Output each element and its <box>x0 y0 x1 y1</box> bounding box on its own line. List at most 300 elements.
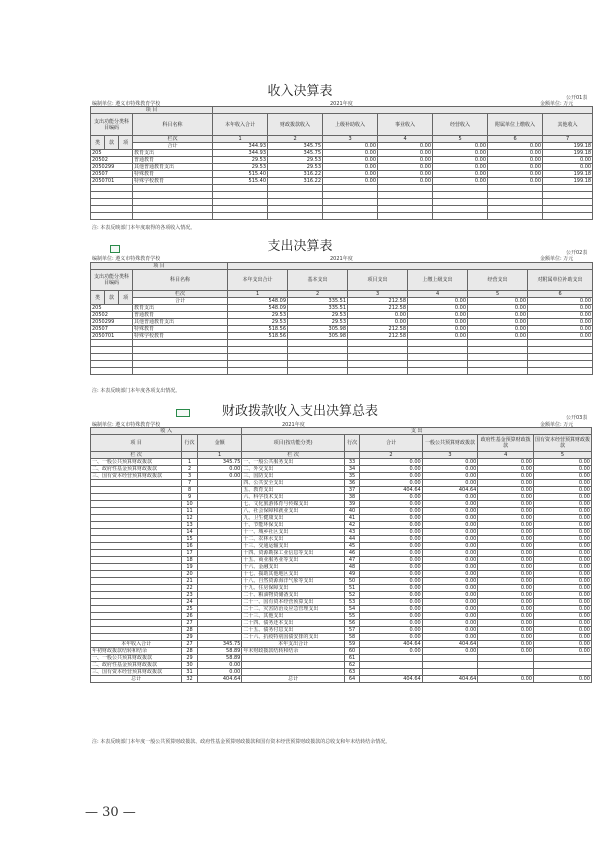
income-amount: 0.00 <box>197 669 242 676</box>
expense-table <box>90 262 593 375</box>
value-cell: 0.00 <box>478 557 534 564</box>
header-soe-budget: 国有资本经营预算财政拨款 <box>534 435 592 452</box>
empty-cell <box>348 368 408 375</box>
empty-cell <box>91 550 182 557</box>
expense-item: 九、卫生健康支出 <box>242 515 344 522</box>
value-cell: 0.00 <box>478 606 534 613</box>
subject-code: 205 <box>91 150 133 157</box>
income-line: 25 <box>182 606 198 613</box>
income-amount: 345.75 <box>197 459 242 466</box>
value-cell <box>534 662 592 669</box>
value-cell: 0.00 <box>478 480 534 487</box>
empty-cell <box>323 185 378 192</box>
empty-cell <box>197 606 242 613</box>
subject-name: 特殊学校教育 <box>133 333 228 340</box>
value-cell: 404.64 <box>422 641 478 648</box>
empty-cell <box>91 585 182 592</box>
value-cell: 305.98 <box>288 326 348 333</box>
empty-row <box>91 347 593 354</box>
empty-cell <box>133 185 213 192</box>
income-line: 17 <box>182 550 198 557</box>
empty-cell <box>433 185 488 192</box>
value-cell: 0.00 <box>348 312 408 319</box>
header-col-3: 上级补助收入 <box>323 114 378 136</box>
value-cell: 0.00 <box>534 620 592 627</box>
empty-cell <box>197 487 242 494</box>
empty-cell <box>323 206 378 213</box>
income-line: 15 <box>182 536 198 543</box>
subject-name: 普通教育 <box>133 157 213 164</box>
value-cell: 0.00 <box>534 515 592 522</box>
value-cell: 0.00 <box>528 319 593 326</box>
value-cell: 0.00 <box>360 578 422 585</box>
empty-cell <box>323 213 378 220</box>
income-line: 9 <box>182 494 198 501</box>
value-cell: 0.00 <box>478 564 534 571</box>
expense-line: 57 <box>344 627 360 634</box>
value-cell <box>478 662 534 669</box>
value-cell: 0.00 <box>422 606 478 613</box>
empty-cell <box>197 508 242 515</box>
value-cell: 0.00 <box>422 564 478 571</box>
value-cell: 0.00 <box>433 178 488 185</box>
income-line: 27 <box>182 641 198 648</box>
header-item: 项 目 <box>91 435 182 452</box>
empty-cell <box>197 599 242 606</box>
expense-line: 54 <box>344 606 360 613</box>
empty-cell <box>528 368 593 375</box>
header-xiang: 项 <box>119 291 133 305</box>
value-cell: 518.56 <box>228 326 288 333</box>
empty-cell <box>91 592 182 599</box>
value-cell: 0.00 <box>478 571 534 578</box>
empty-cell <box>543 192 593 199</box>
value-cell: 0.00 <box>408 326 468 333</box>
empty-cell <box>213 192 268 199</box>
empty-cell <box>91 529 182 536</box>
empty-cell <box>91 543 182 550</box>
subject-code: 2050701 <box>91 333 133 340</box>
empty-cell <box>228 347 288 354</box>
expense-item: 十、节能环保支出 <box>242 522 344 529</box>
header-income: 收 入 <box>91 428 242 435</box>
empty-cell <box>91 340 133 347</box>
value-cell: 0.00 <box>488 178 543 185</box>
col-num: 3 <box>323 136 378 143</box>
value-cell: 0.00 <box>534 571 592 578</box>
subject-code: 2050299 <box>91 319 133 326</box>
income-line: 11 <box>182 508 198 515</box>
value-cell: 0.00 <box>478 543 534 550</box>
value-cell: 29.53 <box>268 157 323 164</box>
expense-item: 二十五、债务付息支出 <box>242 627 344 634</box>
value-cell: 0.00 <box>360 585 422 592</box>
value-cell <box>534 669 592 676</box>
value-cell: 0.00 <box>422 571 478 578</box>
value-cell: 0.00 <box>378 150 433 157</box>
expense-item: 八、社会保障和就业支出 <box>242 508 344 515</box>
expense-line: 34 <box>344 466 360 473</box>
empty-cell <box>433 213 488 220</box>
header-col-4: 事业收入 <box>378 114 433 136</box>
value-cell: 0.00 <box>360 571 422 578</box>
income-item: 一、一般公共预算财政拨款 <box>91 459 182 466</box>
header-codes: 支出功能分类科目编码 <box>91 270 133 291</box>
expense-line: 60 <box>344 648 360 655</box>
empty-cell <box>91 522 182 529</box>
value-cell: 404.64 <box>360 641 422 648</box>
empty-cell <box>197 501 242 508</box>
expense-line: 50 <box>344 578 360 585</box>
table-row <box>91 312 593 319</box>
income-line: 16 <box>182 543 198 550</box>
value-cell: 29.53 <box>228 312 288 319</box>
value-cell: 0.00 <box>534 613 592 620</box>
expense-line: 41 <box>344 515 360 522</box>
value-cell <box>422 669 478 676</box>
value-cell: 0.00 <box>422 515 478 522</box>
col-num: 4 <box>378 136 433 143</box>
value-cell: 212.58 <box>348 333 408 340</box>
income-line: 21 <box>182 578 198 585</box>
empty-cell <box>197 620 242 627</box>
value-cell: 0.00 <box>478 536 534 543</box>
value-cell: 0.00 <box>422 627 478 634</box>
expense-line: 39 <box>344 501 360 508</box>
value-cell: 335.51 <box>288 305 348 312</box>
value-cell: 0.00 <box>543 164 593 171</box>
form-number-3: 公开03表 <box>566 415 588 421</box>
value-cell: 0.00 <box>348 319 408 326</box>
value-cell: 0.00 <box>534 550 592 557</box>
table-row <box>91 178 593 185</box>
expense-item: 二十一、国有资本经营预算支出 <box>242 599 344 606</box>
grand-total-label: 总计 <box>242 676 344 683</box>
empty-cell <box>133 368 228 375</box>
value-cell: 0.00 <box>433 171 488 178</box>
total-cell: 0.00 <box>468 298 528 305</box>
value-cell: 0.00 <box>534 501 592 508</box>
grand-total-row <box>91 676 592 683</box>
value-cell: 0.00 <box>360 536 422 543</box>
expense-item: 十四、资源勘探工业信息等支出 <box>242 550 344 557</box>
header-col: 对附属单位补助支出 <box>528 270 593 291</box>
table-row <box>91 606 592 613</box>
value-cell: 316.22 <box>268 171 323 178</box>
value-cell: 404.64 <box>422 487 478 494</box>
value-cell: 0.00 <box>360 564 422 571</box>
income-line: 18 <box>182 557 198 564</box>
value-cell: 0.00 <box>478 676 534 683</box>
empty-cell <box>488 185 543 192</box>
value-cell: 0.00 <box>323 157 378 164</box>
empty-cell <box>91 627 182 634</box>
value-cell: 0.00 <box>360 466 422 473</box>
empty-cell <box>133 206 213 213</box>
value-cell <box>360 655 422 662</box>
value-cell: 29.53 <box>288 319 348 326</box>
value-cell: 0.00 <box>422 501 478 508</box>
income-total-label: 本年收入合计 <box>91 641 182 648</box>
empty-cell <box>197 571 242 578</box>
empty-cell <box>133 340 228 347</box>
value-cell: 0.00 <box>478 550 534 557</box>
value-cell: 0.00 <box>360 613 422 620</box>
value-cell: 0.00 <box>488 150 543 157</box>
value-cell: 0.00 <box>360 648 422 655</box>
total-label: 合计 <box>133 298 228 305</box>
table-row <box>91 599 592 606</box>
expense-item: 一、一般公共服务支出 <box>242 459 344 466</box>
header-lanci: 栏次 <box>133 291 228 298</box>
empty-cell <box>91 578 182 585</box>
empty-row <box>91 206 593 213</box>
table-row <box>91 522 592 529</box>
empty-cell <box>197 522 242 529</box>
empty-cell <box>197 543 242 550</box>
empty-row <box>91 340 593 347</box>
empty-cell <box>268 199 323 206</box>
empty-cell <box>91 206 133 213</box>
income-line: 29 <box>182 655 198 662</box>
empty-cell <box>197 557 242 564</box>
col-num: 2 <box>360 452 422 459</box>
value-cell: 344.93 <box>213 150 268 157</box>
income-line: 22 <box>182 585 198 592</box>
table-row <box>91 648 592 655</box>
value-cell: 0.00 <box>478 627 534 634</box>
table-row <box>91 305 593 312</box>
header-col-5: 经营收入 <box>433 114 488 136</box>
value-cell: 0.00 <box>534 599 592 606</box>
fiscal-note: 注: 本表反映部门本年度一般公共预算财政拨款、政府性基金预算财政拨款和国有资本经营预算财政拨款的总收支和年末结转结余情况。 <box>92 739 391 745</box>
table-row <box>91 550 592 557</box>
header-lanci: 栏 次 <box>242 452 344 459</box>
total-cell: 0.00 <box>433 143 488 150</box>
income-line: 20 <box>182 571 198 578</box>
income-line: 10 <box>182 501 198 508</box>
total-cell: 335.51 <box>288 298 348 305</box>
empty-cell <box>91 361 133 368</box>
expense-line: 37 <box>344 487 360 494</box>
expense-line: 43 <box>344 529 360 536</box>
income-table <box>90 106 593 220</box>
year-label-3: 2021年度 <box>282 422 305 428</box>
subject-name: 特殊教育 <box>133 326 228 333</box>
subject-code: 20507 <box>91 171 133 178</box>
value-cell: 0.00 <box>360 550 422 557</box>
value-cell: 0.00 <box>422 529 478 536</box>
expense-table-title: 支出决算表 <box>267 239 333 254</box>
header-total: 合计 <box>360 435 422 452</box>
value-cell: 0.00 <box>360 494 422 501</box>
expense-item: 三、国防支出 <box>242 473 344 480</box>
page-number: — 30 — <box>85 805 136 820</box>
value-cell: 0.00 <box>360 543 422 550</box>
table-row <box>91 459 592 466</box>
empty-cell <box>213 213 268 220</box>
value-cell: 0.00 <box>534 508 592 515</box>
expense-line: 62 <box>344 662 360 669</box>
empty-cell <box>468 361 528 368</box>
value-cell: 0.00 <box>323 178 378 185</box>
empty-row <box>91 192 593 199</box>
empty-cell <box>468 368 528 375</box>
empty-cell <box>288 368 348 375</box>
value-cell: 0.00 <box>360 634 422 641</box>
empty-cell <box>408 361 468 368</box>
subject-code: 2050299 <box>91 164 133 171</box>
income-amount: 0.00 <box>197 473 242 480</box>
value-cell: 0.00 <box>408 312 468 319</box>
empty-cell <box>228 340 288 347</box>
empty-cell <box>528 361 593 368</box>
value-cell: 0.00 <box>422 592 478 599</box>
empty-cell <box>378 185 433 192</box>
col-num: 2 <box>288 291 348 298</box>
value-cell: 0.00 <box>478 515 534 522</box>
empty-cell <box>408 354 468 361</box>
header-line: 行次 <box>182 435 198 452</box>
value-cell: 0.00 <box>478 473 534 480</box>
table-row <box>91 669 592 676</box>
empty-cell <box>133 361 228 368</box>
money-unit-1: 金额单位: 万元 <box>540 101 574 107</box>
income-amount: 58.89 <box>197 648 242 655</box>
empty-cell <box>133 213 213 220</box>
table-row <box>91 662 592 669</box>
table-row <box>91 634 592 641</box>
empty-cell <box>91 192 133 199</box>
expense-line: 35 <box>344 473 360 480</box>
empty-cell <box>91 620 182 627</box>
value-cell: 0.00 <box>422 480 478 487</box>
value-cell: 0.00 <box>478 508 534 515</box>
empty-cell <box>323 192 378 199</box>
income-table-title: 收入决算表 <box>267 84 333 99</box>
col-num: 3 <box>348 291 408 298</box>
expense-item: 十六、金融支出 <box>242 564 344 571</box>
value-cell: 0.00 <box>422 634 478 641</box>
table-row <box>91 164 593 171</box>
income-total-amount: 345.75 <box>197 641 242 648</box>
income-amount: 0.00 <box>197 662 242 669</box>
expense-line: 42 <box>344 522 360 529</box>
empty-cell <box>543 213 593 220</box>
empty-cell <box>197 515 242 522</box>
value-cell: 0.00 <box>478 620 534 627</box>
value-cell: 316.22 <box>268 178 323 185</box>
income-item: 一、一般公共预算财政拨款 <box>91 655 182 662</box>
value-cell: 0.00 <box>534 522 592 529</box>
total-cell: 548.09 <box>228 298 288 305</box>
income-amount: 0.00 <box>197 466 242 473</box>
expense-line: 49 <box>344 571 360 578</box>
header-lei: 类 <box>91 136 105 150</box>
subject-name: 其他普通教育支出 <box>133 319 228 326</box>
col-num: 4 <box>408 291 468 298</box>
value-cell: 0.00 <box>360 606 422 613</box>
expense-line: 38 <box>344 494 360 501</box>
value-cell: 0.00 <box>378 164 433 171</box>
empty-cell <box>468 354 528 361</box>
expense-line: 46 <box>344 550 360 557</box>
value-cell: 0.00 <box>528 312 593 319</box>
value-cell: 0.00 <box>360 508 422 515</box>
total-cell: 0.00 <box>323 143 378 150</box>
empty-cell <box>433 206 488 213</box>
grand-total-amount: 404.64 <box>197 676 242 683</box>
value-cell: 0.00 <box>478 529 534 536</box>
value-cell: 0.00 <box>422 585 478 592</box>
empty-cell <box>91 599 182 606</box>
expense-line: 52 <box>344 592 360 599</box>
empty-cell <box>348 347 408 354</box>
expense-line: 51 <box>344 585 360 592</box>
value-cell: 0.00 <box>422 648 478 655</box>
header-subject-name: 科目名称 <box>133 270 228 291</box>
value-cell: 0.00 <box>433 164 488 171</box>
value-cell: 0.00 <box>478 641 534 648</box>
value-cell: 0.00 <box>534 473 592 480</box>
expense-total-label: 本年支出合计 <box>242 641 344 648</box>
total-cell: 0.00 <box>528 298 593 305</box>
income-line: 7 <box>182 480 198 487</box>
value-cell: 0.00 <box>422 473 478 480</box>
table-row <box>91 319 593 326</box>
value-cell: 404.64 <box>360 487 422 494</box>
value-cell: 0.00 <box>360 620 422 627</box>
value-cell: 0.00 <box>360 522 422 529</box>
header-col: 本年支出合计 <box>228 270 288 291</box>
value-cell: 0.00 <box>478 592 534 599</box>
value-cell: 0.00 <box>360 529 422 536</box>
subject-name: 普通教育 <box>133 312 228 319</box>
expense-item <box>242 669 344 676</box>
table-row <box>91 480 592 487</box>
value-cell <box>478 669 534 676</box>
value-cell: 0.00 <box>534 564 592 571</box>
table-row <box>91 557 592 564</box>
empty-row <box>91 199 593 206</box>
value-cell: 0.00 <box>534 557 592 564</box>
empty-cell <box>543 185 593 192</box>
income-note: 注: 本表反映部门本年度取得的各项收入情况。 <box>92 225 196 231</box>
empty-cell <box>468 347 528 354</box>
value-cell: 515.40 <box>213 171 268 178</box>
income-line: 28 <box>182 648 198 655</box>
empty-cell <box>288 354 348 361</box>
empty-cell <box>528 354 593 361</box>
income-line: 19 <box>182 564 198 571</box>
empty-cell <box>197 613 242 620</box>
header-amount: 金额 <box>197 435 242 452</box>
value-cell: 0.00 <box>478 578 534 585</box>
table-row <box>91 515 592 522</box>
empty-cell <box>91 480 182 487</box>
empty-cell <box>91 571 182 578</box>
empty-cell <box>91 557 182 564</box>
value-cell: 0.00 <box>488 157 543 164</box>
table-row <box>91 620 592 627</box>
empty-cell <box>197 536 242 543</box>
value-cell: 0.00 <box>468 312 528 319</box>
header-col: 上缴上级支出 <box>408 270 468 291</box>
empty-cell <box>433 192 488 199</box>
expense-item: 十七、援助其他地区支出 <box>242 571 344 578</box>
expense-item <box>242 655 344 662</box>
expense-item: 十三、交通运输支出 <box>242 543 344 550</box>
